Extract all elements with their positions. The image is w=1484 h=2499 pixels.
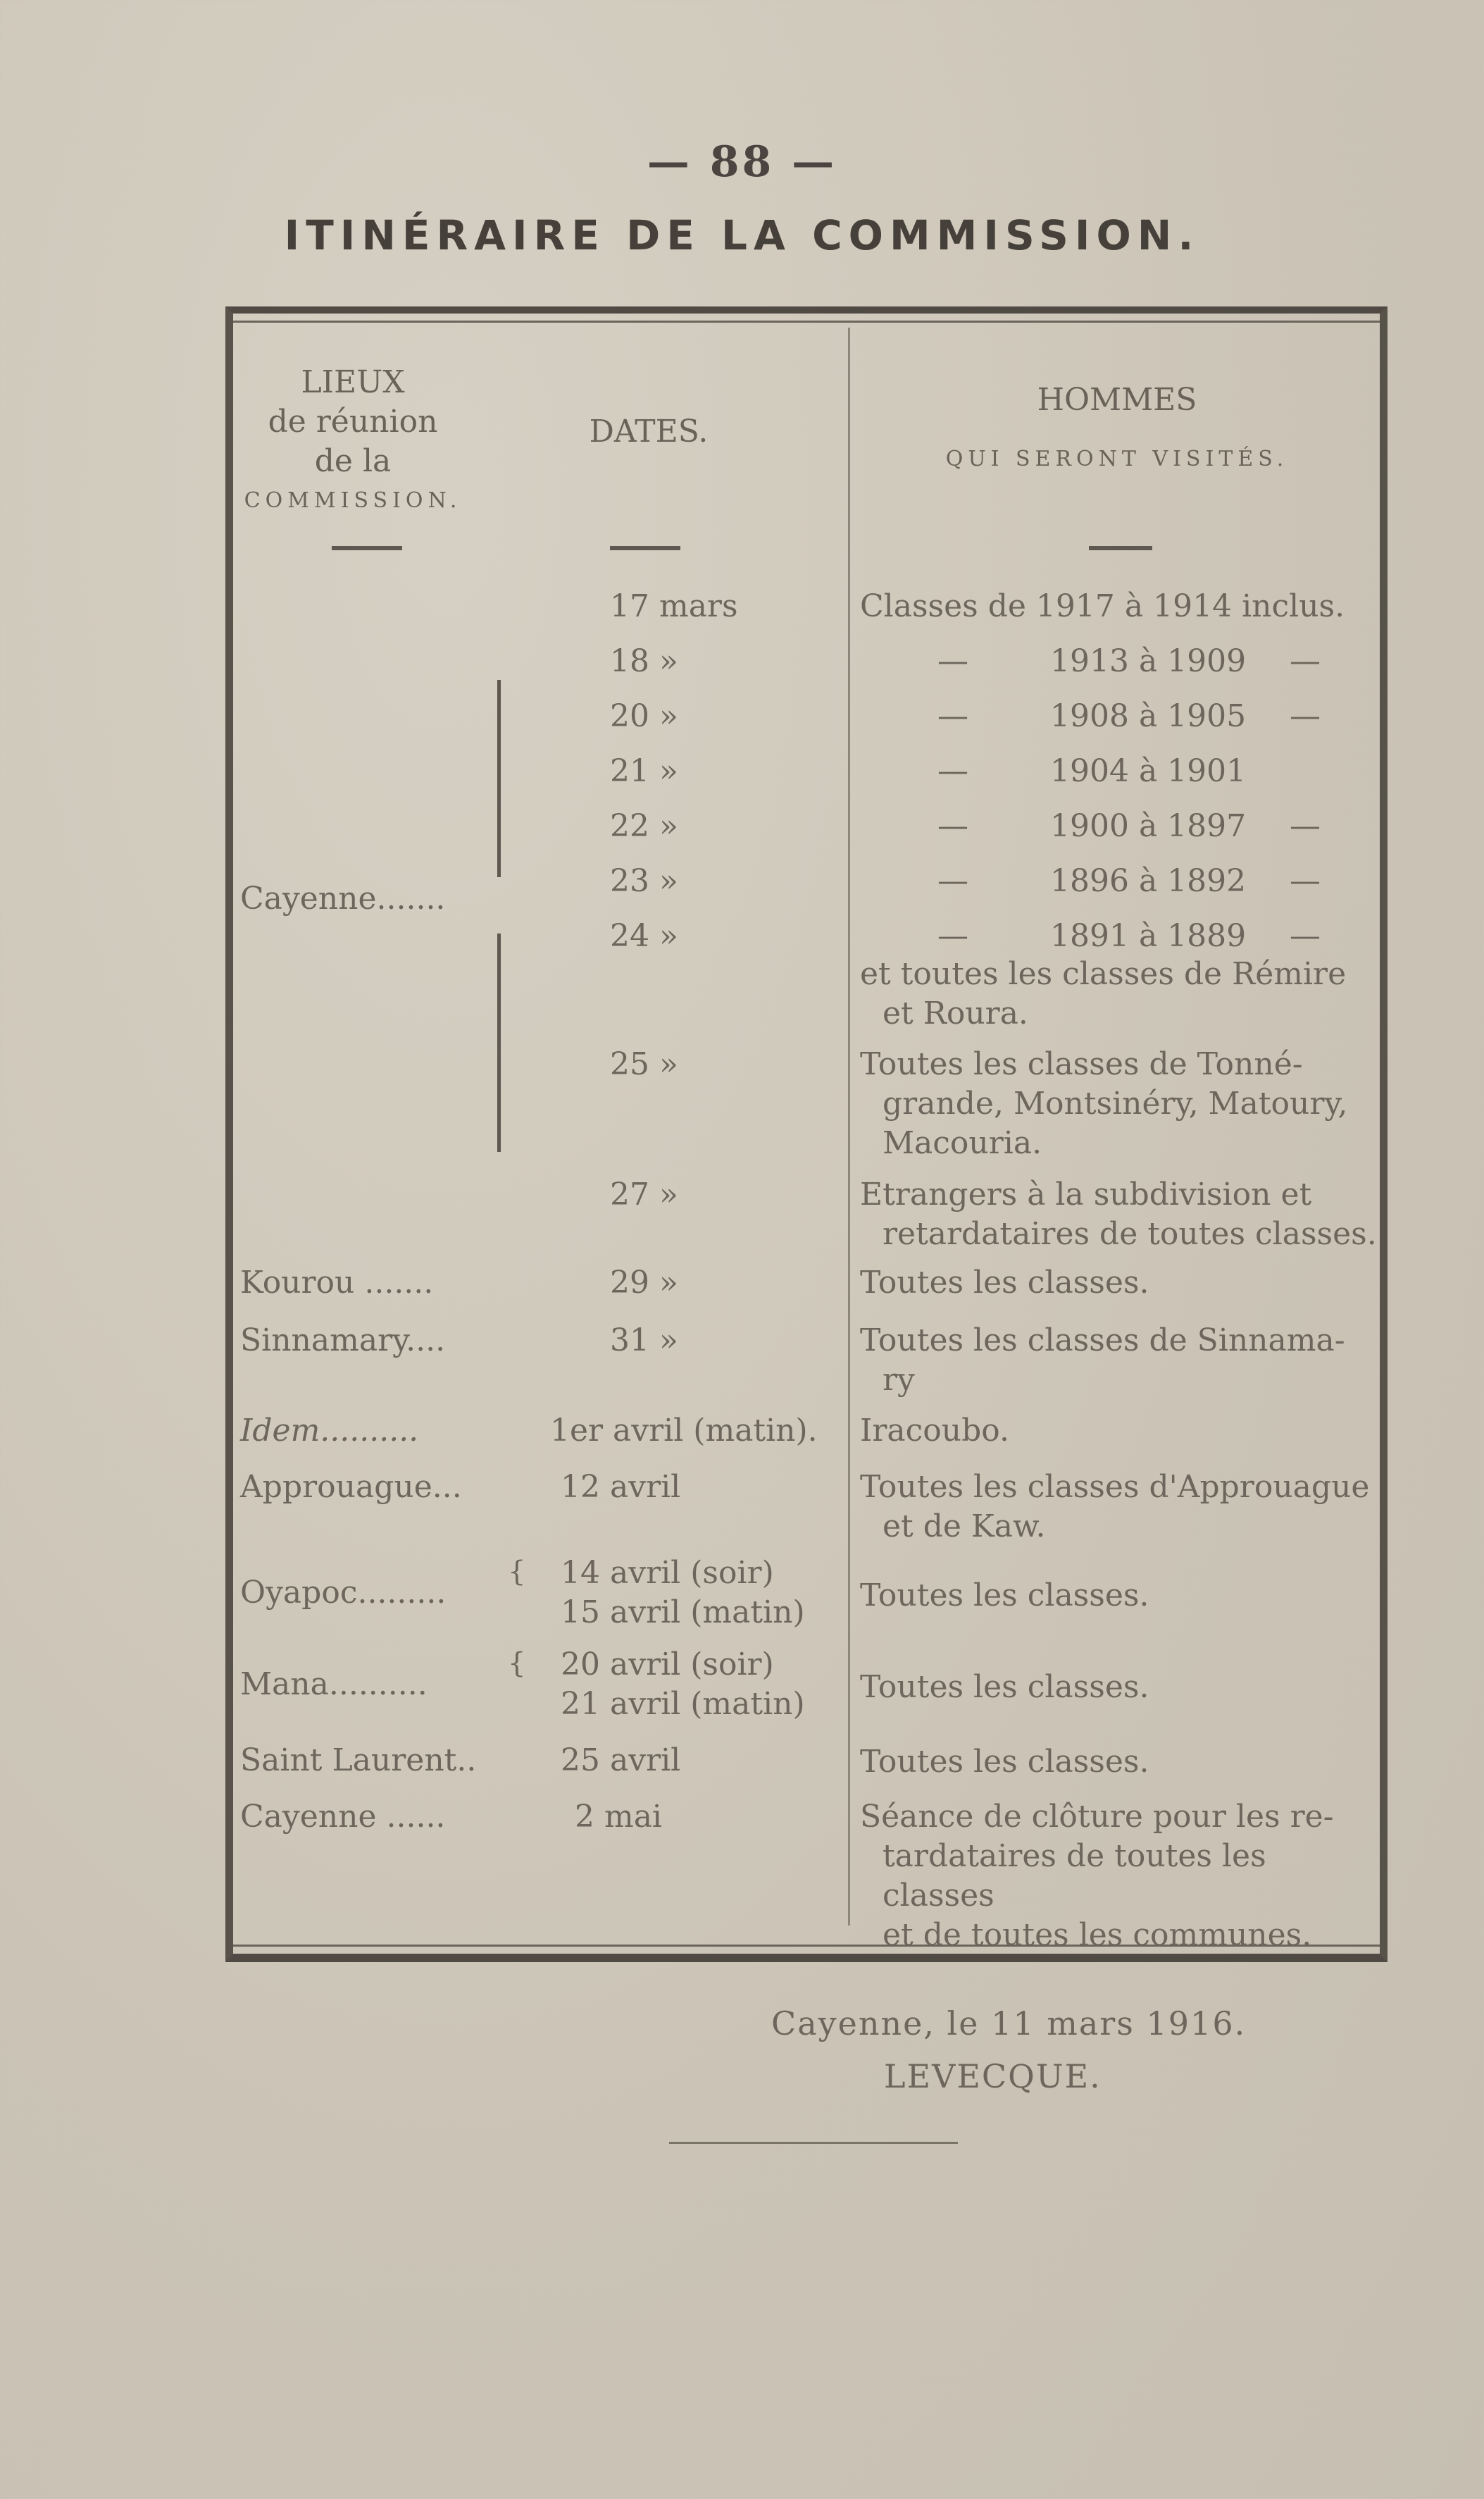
header-rule bbox=[610, 546, 680, 550]
header-hommes bbox=[853, 380, 1381, 479]
date-cell: 18 » bbox=[610, 643, 678, 679]
men-cell: Toutes les classes. bbox=[860, 1577, 1149, 1613]
men-cell: 1891 à 1889 bbox=[1050, 918, 1247, 954]
date-cell: 29 » bbox=[610, 1265, 678, 1301]
men-cell: 1900 à 1897 bbox=[1050, 808, 1247, 844]
ditto-dash: — bbox=[937, 698, 968, 734]
place-cayenne-closing: Cayenne ...... bbox=[240, 1799, 446, 1835]
men-cell: 1908 à 1905 bbox=[1050, 698, 1247, 734]
men-cell: 1913 à 1909 bbox=[1050, 643, 1247, 679]
ditto-dash: — bbox=[1290, 808, 1321, 844]
men-cell bbox=[860, 1045, 1381, 1163]
date-line: 14 avril (soir) bbox=[561, 1555, 774, 1591]
header-hommes-line: HOMMES bbox=[1037, 382, 1197, 418]
header-dates: DATES. bbox=[589, 414, 709, 449]
date-cell: 24 » bbox=[610, 918, 678, 954]
date-cell: 22 » bbox=[610, 808, 678, 844]
men-cell bbox=[860, 1468, 1381, 1546]
place-saint-laurent: Saint Laurent.. bbox=[240, 1742, 477, 1778]
date-cell: 2 mai bbox=[575, 1799, 663, 1835]
brace-oyapoc: { bbox=[508, 1556, 526, 1588]
date-cell: 21 » bbox=[610, 753, 678, 789]
ditto-dash: — bbox=[1290, 918, 1321, 954]
place-cayenne: Cayenne....... bbox=[240, 881, 446, 917]
men-cell-continuation bbox=[860, 955, 1381, 1034]
page-number: — 88 — bbox=[647, 137, 837, 187]
footer-signature: LEVECQUE. bbox=[884, 2057, 1102, 2095]
date-cell bbox=[561, 1554, 805, 1632]
itinerary-table bbox=[225, 306, 1388, 1962]
ditto-dash: — bbox=[937, 918, 968, 954]
men-cell bbox=[860, 1321, 1381, 1400]
date-cell: 12 avril bbox=[561, 1469, 681, 1505]
men-cell: Toutes les classes. bbox=[860, 1265, 1149, 1301]
date-cell: 1er avril (matin). bbox=[550, 1413, 818, 1449]
date-cell: 20 » bbox=[610, 698, 678, 734]
date-cell: 25 avril bbox=[561, 1742, 681, 1778]
date-cell bbox=[561, 1645, 805, 1724]
ditto-dash: — bbox=[937, 808, 968, 844]
brace-mana: { bbox=[508, 1647, 526, 1680]
date-line: 20 avril (soir) bbox=[561, 1647, 774, 1682]
header-lieux-line: de la bbox=[314, 443, 392, 479]
men-cell bbox=[860, 1175, 1381, 1254]
men-line: et de toutes les communes. bbox=[883, 1917, 1312, 1953]
men-line: ry bbox=[883, 1362, 915, 1398]
ditto-dash: — bbox=[1290, 643, 1321, 679]
brace-cayenne-upper bbox=[497, 680, 501, 877]
header-lieux-line: de réunion bbox=[268, 404, 438, 440]
men-line: et de Kaw. bbox=[883, 1508, 1046, 1544]
ditto-dash: — bbox=[1290, 698, 1321, 734]
place-sinnamary: Sinnamary.... bbox=[240, 1322, 446, 1358]
header-lieux bbox=[240, 363, 466, 521]
date-line: 21 avril (matin) bbox=[561, 1686, 805, 1722]
date-cell: 31 » bbox=[610, 1322, 678, 1358]
place-oyapoc: Oyapoc......... bbox=[240, 1575, 447, 1611]
men-line: et toutes les classes de Rémire bbox=[860, 956, 1347, 992]
men-line: et Roura. bbox=[883, 996, 1028, 1031]
place-kourou: Kourou ....... bbox=[240, 1265, 434, 1301]
header-lieux-line: LIEUX bbox=[301, 364, 405, 400]
men-cell: Toutes les classes. bbox=[860, 1669, 1149, 1705]
place-approuague: Approuague... bbox=[240, 1469, 462, 1505]
date-cell: 17 mars bbox=[610, 588, 738, 624]
date-cell: 25 » bbox=[610, 1046, 678, 1082]
footer-rule bbox=[669, 2142, 958, 2144]
ditto-dash: — bbox=[937, 643, 968, 679]
header-rule bbox=[332, 546, 402, 550]
place-mana: Mana.......... bbox=[240, 1666, 428, 1702]
ditto-dash: — bbox=[937, 863, 968, 899]
date-cell: 23 » bbox=[610, 863, 678, 899]
men-line: Macouria. bbox=[883, 1125, 1042, 1161]
header-hommes-line: QUI SERONT VISITÉS. bbox=[945, 447, 1289, 471]
men-line: Etrangers à la subdivision et bbox=[860, 1177, 1312, 1213]
header-rule bbox=[1089, 546, 1152, 550]
men-line: Toutes les classes de Tonné- bbox=[860, 1046, 1303, 1082]
men-line: Toutes les classes de Sinnama- bbox=[860, 1322, 1345, 1358]
men-line: Toutes les classes d'Approuague bbox=[860, 1469, 1370, 1505]
men-line: retardataires de toutes classes. bbox=[883, 1216, 1377, 1252]
date-cell: 27 » bbox=[610, 1177, 678, 1213]
column-divider bbox=[848, 328, 850, 1926]
men-cell: 1904 à 1901 bbox=[1050, 753, 1247, 789]
place-idem: Idem.......... bbox=[240, 1413, 419, 1449]
men-line: tardataires de toutes les classes bbox=[883, 1838, 1266, 1914]
men-line: Séance de clôture pour les re- bbox=[860, 1799, 1334, 1835]
men-cell bbox=[860, 1797, 1381, 1955]
men-cell: Iracoubo. bbox=[860, 1413, 1009, 1449]
ditto-dash: — bbox=[1290, 863, 1321, 899]
footer-place-date: Cayenne, le 11 mars 1916. bbox=[771, 2004, 1247, 2042]
men-cell: Classes de 1917 à 1914 inclus. bbox=[860, 588, 1345, 624]
men-cell: 1896 à 1892 bbox=[1050, 863, 1247, 899]
date-line: 15 avril (matin) bbox=[561, 1594, 805, 1630]
men-cell: Toutes les classes. bbox=[860, 1744, 1149, 1780]
brace-cayenne-lower bbox=[497, 934, 501, 1152]
table-inner-rule-top bbox=[233, 321, 1380, 323]
men-line: grande, Montsinéry, Matoury, bbox=[883, 1086, 1348, 1122]
header-lieux-line: COMMISSION. bbox=[244, 488, 462, 513]
ditto-dash: — bbox=[937, 753, 968, 789]
page-title: ITINÉRAIRE DE LA COMMISSION. bbox=[284, 211, 1200, 259]
